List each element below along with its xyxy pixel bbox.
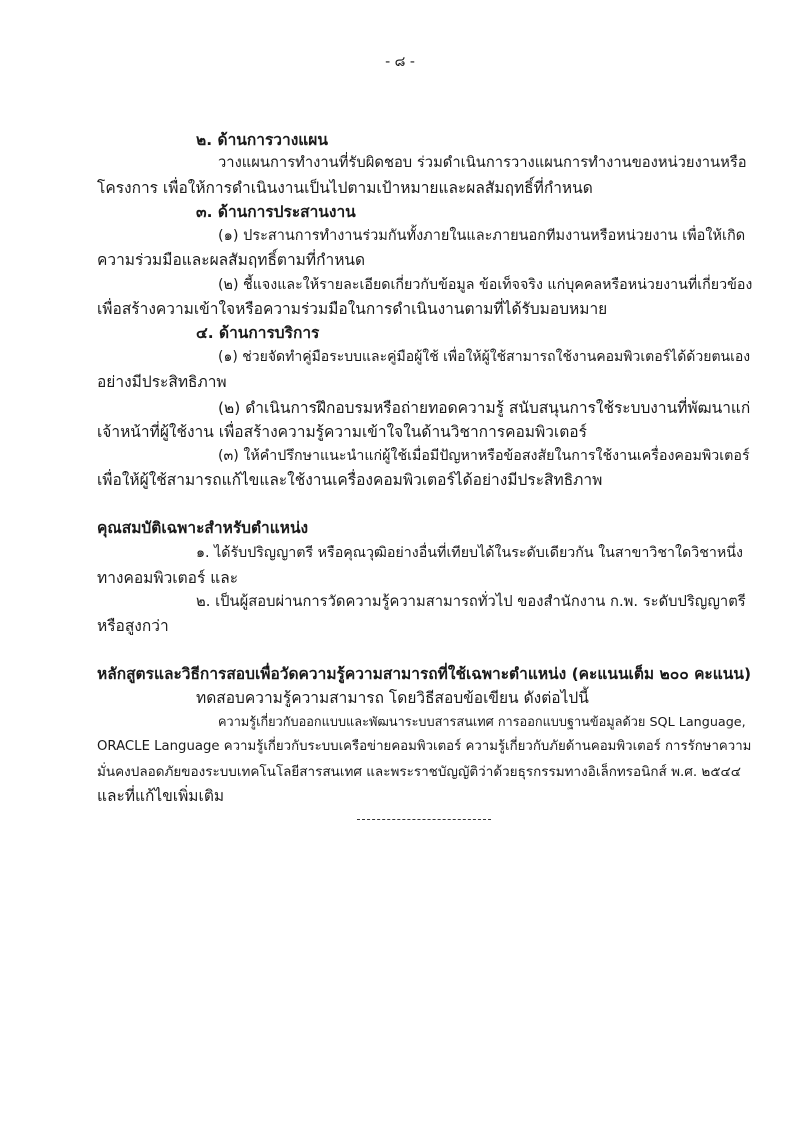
paragraph-line: เจ้าหน้าที่ผู้ใช้งาน เพื่อสร้างความรู้ความเข้าใจในด้านวิชาการคอมพิวเตอร์ xyxy=(97,423,587,441)
paragraph-line: ทดสอบความรู้ความสามารถ โดยวิธีสอบข้อเขียน ดังต่อไปนี้ xyxy=(196,689,589,707)
paragraph-line: ORACLE Language ความรู้เกี่ยวกับระบบเครือข่ายคอมพิวเตอร์ ความรู้เกี่ยวกับภัยด้านคอมพิวเตอร์ การรักษาความ xyxy=(97,739,752,754)
paragraph-line: เพื่อให้ผู้ใช้สามารถแก้ไขและใช้งานเครื่องคอมพิวเตอร์ได้อย่างมีประสิทธิภาพ xyxy=(97,471,603,489)
section-heading-planning: ๒. ด้านการวางแผน xyxy=(196,131,328,149)
paragraph-line: ความรู้เกี่ยวกับออกแบบและพัฒนาระบบสารสนเทศ การออกแบบฐานข้อมูลด้วย SQL Language, xyxy=(218,715,746,730)
paragraph-line: (๒) ชี้แจงและให้รายละเอียดเกี่ยวกับข้อมูล ข้อเท็จจริง แก่บุคคลหรือหน่วยงานที่เกี่ยวข้อง xyxy=(218,277,753,293)
end-divider xyxy=(357,819,491,820)
paragraph-line: มั่นคงปลอดภัยของระบบเทคโนโลยีสารสนเทศ และพระราชบัญญัติว่าด้วยธุรกรรมทางอิเล็กทรอนิกส์ พ.ศ. ๒๕๔๔ xyxy=(97,764,741,780)
paragraph-line: หรือสูงกว่า xyxy=(97,617,169,635)
paragraph-line: (๒) ดำเนินการฝึกอบรมหรือถ่ายทอดความรู้ สนับสนุนการใช้ระบบงานที่พัฒนาแก่ xyxy=(218,399,751,417)
paragraph-line: ๑. ได้รับปริญญาตรี หรือคุณวุฒิอย่างอื่นที่เทียบได้ในระดับเดียวกัน ในสาขาวิชาใดวิชาหนึ่ง xyxy=(196,545,743,561)
paragraph-line: เพื่อสร้างความเข้าใจหรือความร่วมมือในการดำเนินงานตามที่ได้รับมอบหมาย xyxy=(97,300,608,318)
section-heading-service: ๔. ด้านการบริการ xyxy=(196,324,320,342)
paragraph-line: (๓) ให้คำปรึกษาแนะนำแก่ผู้ใช้เมื่อมีปัญหาหรือข้อสงสัยในการใช้งานเครื่องคอมพิวเตอร์ xyxy=(218,448,750,464)
page-number: - ๘ - xyxy=(385,54,415,70)
section-heading-coordination: ๓. ด้านการประสานงาน xyxy=(196,203,356,221)
paragraph-line: วางแผนการทำงานที่รับผิดชอบ ร่วมดำเนินการวางแผนการทำงานของหน่วยงานหรือ xyxy=(218,154,747,171)
paragraph-line: โครงการ เพื่อให้การดำเนินงานเป็นไปตามเป้าหมายและผลสัมฤทธิ์ที่กำหนด xyxy=(97,179,593,197)
paragraph-line: และที่แก้ไขเพิ่มเติม xyxy=(97,787,225,805)
paragraph-line: ๒. เป็นผู้สอบผ่านการวัดความรู้ความสามารถทั่วไป ของสำนักงาน ก.พ. ระดับปริญญาตรี xyxy=(196,593,746,610)
exam-heading: หลักสูตรและวิธีการสอบเพื่อวัดความรู้ความสามารถที่ใช้เฉพาะตำแหน่ง (คะแนนเต็ม ๒๐๐ คะแนน) xyxy=(97,665,752,683)
paragraph-line: อย่างมีประสิทธิภาพ xyxy=(97,373,227,391)
paragraph-line: ทางคอมพิวเตอร์ และ xyxy=(97,569,239,587)
qualifications-heading: คุณสมบัติเฉพาะสำหรับตำแหน่ง xyxy=(97,519,309,537)
paragraph-line: ความร่วมมือและผลสัมฤทธิ์ตามที่กำหนด xyxy=(97,251,366,269)
paragraph-line: (๑) ประสานการทำงานร่วมกันทั้งภายในและภายนอกทีมงานหรือหน่วยงาน เพื่อให้เกิด xyxy=(218,228,746,244)
paragraph-line: (๑) ช่วยจัดทำคู่มือระบบและคู่มือผู้ใช้ เพื่อให้ผู้ใช้สามารถใช้งานคอมพิวเตอร์ได้ด้วยตนเอง xyxy=(218,349,751,365)
